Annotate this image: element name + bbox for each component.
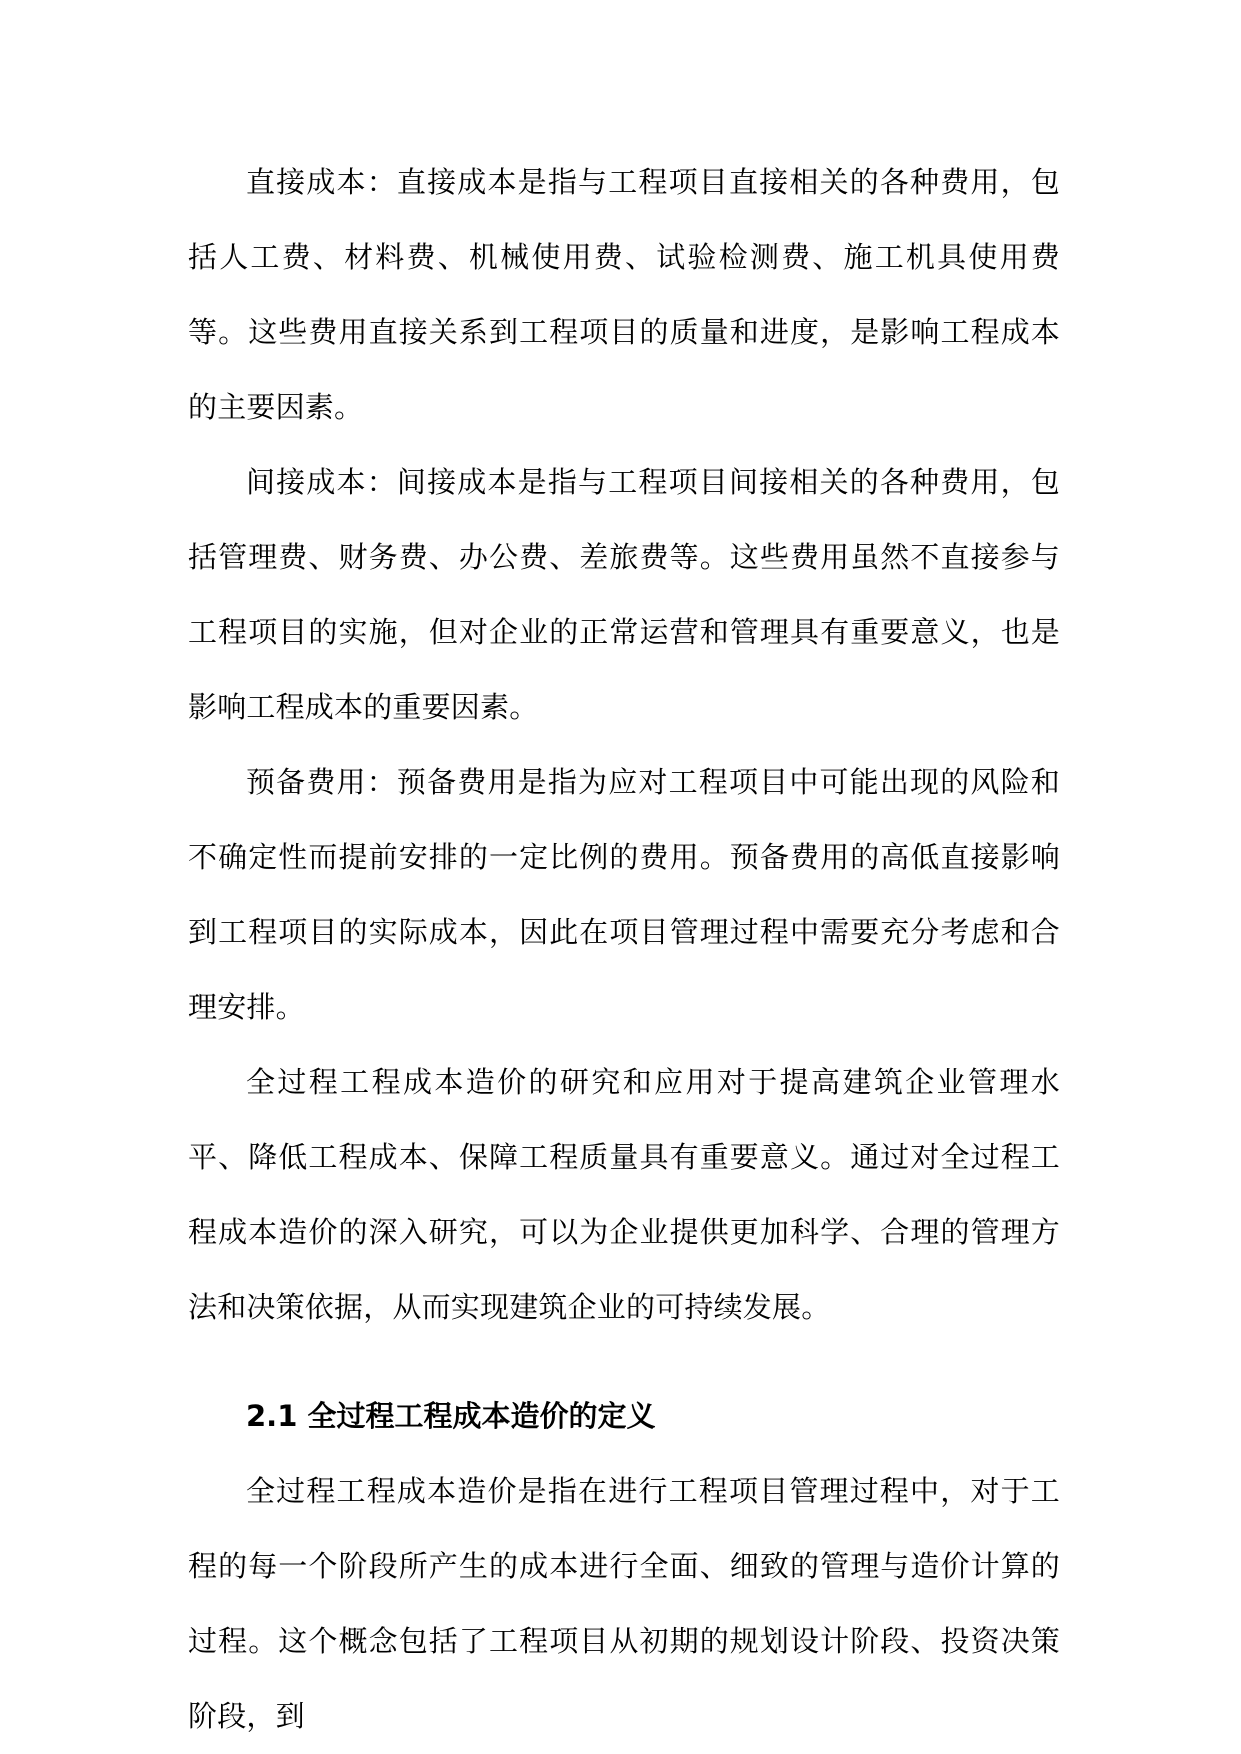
paragraph-indirect-cost: 间接成本：间接成本是指与工程项目间接相关的各种费用，包括管理费、财务费、办公费、差旅费等。这些费用虽然不直接参与工程项目的实施，但对企业的正常运营和管理具有重要意义，也是影响工程成本的重要因素。 [188, 465, 1060, 724]
paragraph-significance: 全过程工程成本造价的研究和应用对于提高建筑企业管理水平、降低工程成本、保障工程质量具有重要意义。通过对全过程工程成本造价的深入研究，可以为企业提供更加科学、合理的管理方法和决策依据，从而实现建筑企业的可持续发展。 [188, 1065, 1060, 1324]
paragraph-reserve-cost: 预备费用：预备费用是指为应对工程项目中可能出现的风险和不确定性而提前安排的一定比例的费用。预备费用的高低直接影响到工程项目的实际成本，因此在项目管理过程中需要充分考虑和合理安排。 [188, 765, 1060, 1024]
paragraph-definition: 全过程工程成本造价是指在进行工程项目管理过程中，对于工程的每一个阶段所产生的成本进行全面、细致的管理与造价计算的过程。这个概念包括了工程项目从初期的规划设计阶段、投资决策阶段，到 [188, 1474, 1060, 1733]
document-body [188, 145, 1060, 1754]
paragraph-direct-cost: 直接成本：直接成本是指与工程项目直接相关的各种费用，包括人工费、材料费、机械使用费、试验检测费、施工机具使用费等。这些费用直接关系到工程项目的质量和进度，是影响工程成本的主要因素。 [188, 165, 1060, 424]
section-heading: 2.1 全过程工程成本造价的定义 [246, 1399, 656, 1433]
